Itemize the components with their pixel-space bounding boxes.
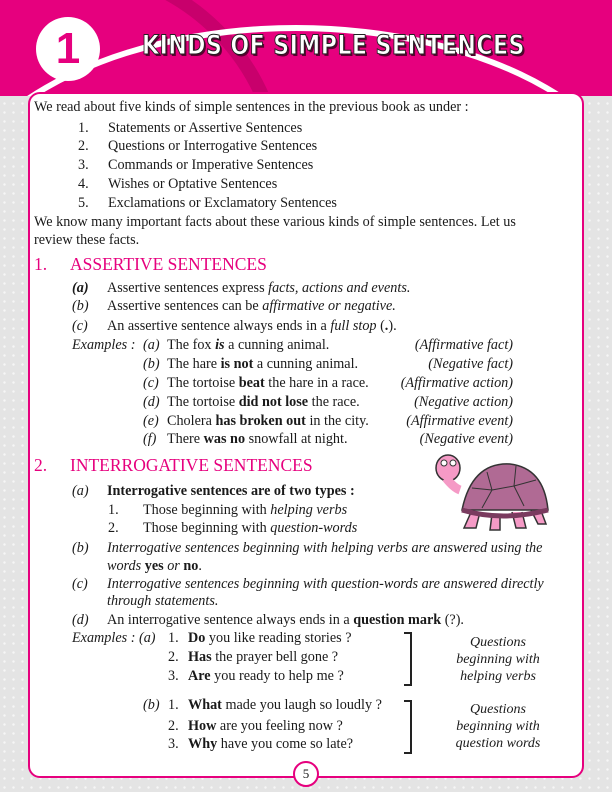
example-label: (f) (143, 431, 157, 447)
type-item: 1. Those beginning with helping verbs (108, 502, 348, 518)
text: 2. (168, 649, 179, 665)
text (188, 735, 353, 753)
text: The tortoise (167, 375, 239, 391)
text: was no (203, 431, 246, 447)
text: 3. (168, 736, 179, 752)
point-b: (b) Interrogative sentences beginning with helping verbs are answered using the (72, 540, 543, 556)
example-row (143, 430, 513, 448)
example-label: (c) (143, 375, 159, 391)
point-b: (b) Assertive sentences can be affirmative or negative. (72, 298, 396, 314)
point-a: (a) Interrogative sentences are of two types : (72, 483, 355, 499)
point-c: (c) An assertive sentence always ends in a full stop (.). (72, 318, 397, 334)
text (188, 629, 352, 647)
example-sentence (167, 393, 360, 411)
text: The tortoise (167, 394, 239, 410)
text: the race. (308, 394, 360, 410)
text: you ready to help me ? (210, 668, 344, 684)
point-c-cont: through statements. (107, 593, 219, 609)
text (188, 667, 344, 685)
chapter-number: 1 (36, 17, 100, 81)
example-type: (Affirmative event) (406, 413, 513, 429)
text: has broken out (215, 413, 306, 429)
example-row (143, 336, 513, 354)
example-type: (Affirmative action) (400, 375, 513, 391)
question-example (168, 629, 352, 647)
page-number: 5 (293, 761, 319, 787)
examples-label: Examples : (a) (72, 630, 156, 646)
text: the prayer bell gone ? (211, 649, 339, 665)
question-word: How (188, 718, 217, 734)
text: a cunning animal. (224, 337, 330, 353)
question-word: Why (188, 736, 218, 752)
text: you like reading stories ? (205, 630, 352, 646)
example-sentence (167, 412, 369, 430)
intro-text: We read about five kinds of simple sentences in the previous book as under : (34, 99, 469, 115)
text: 1. (168, 697, 179, 713)
intro-paragraph: review these facts. (34, 232, 140, 248)
point-a: (a) Assertive sentences express facts, actions and events. (72, 280, 411, 296)
turtle-illustration (432, 450, 552, 535)
bracket (404, 632, 412, 686)
example-sentence (167, 374, 369, 392)
list-item: 3. Commands or Imperative Sentences (78, 157, 314, 173)
example-type: (Negative event) (419, 431, 513, 447)
chapter-title: KINDS OF SIMPLE SENTENCES (142, 30, 525, 61)
example-label: (d) (143, 394, 160, 410)
list-item: 5. Exclamations or Exclamatory Sentences (78, 195, 337, 211)
text: made you laugh so loudly ? (221, 697, 382, 713)
text: in the city. (305, 413, 369, 429)
point-b-cont: words yes or no. (107, 558, 202, 574)
bracket (404, 700, 412, 754)
text: a cunning animal. (253, 356, 359, 372)
example-sentence (167, 430, 348, 448)
question-example (168, 696, 382, 714)
example-sentence (167, 355, 358, 373)
example-row (143, 412, 513, 430)
text: The hare (167, 356, 221, 372)
section-heading-interrogative: 2. INTERROGATIVE SENTENCES (34, 455, 313, 475)
list-item: 1. Statements or Assertive Sentences (78, 120, 303, 136)
examples-label: Examples : (72, 337, 136, 353)
text: There (167, 431, 204, 447)
text (188, 648, 338, 666)
example-label: (b) (143, 356, 160, 372)
example-row (143, 393, 513, 411)
example-label: (e) (143, 413, 159, 429)
example-label: (a) (143, 337, 160, 353)
example-type: (Negative fact) (428, 356, 513, 372)
text: The fox (167, 337, 216, 353)
question-example (168, 648, 339, 666)
text: snowfall at night. (245, 431, 348, 447)
text: are you feeling now ? (216, 718, 343, 734)
text (188, 717, 343, 735)
text: have you come so late? (217, 736, 354, 752)
text: is not (220, 356, 254, 372)
question-example (168, 735, 354, 753)
list-item: 2. Questions or Interrogative Sentences (78, 138, 318, 154)
text: is (215, 337, 225, 353)
note-helping-verbs: Questions beginning with helping verbs (456, 635, 540, 684)
intro-paragraph: We know many important facts about these various kinds of simple sentences. Let us (34, 214, 516, 230)
example-type: (Negative action) (414, 394, 513, 410)
text: the hare in a race. (264, 375, 369, 391)
text: 1. (168, 630, 179, 646)
section-heading-assertive: 1. ASSERTIVE SENTENCES (34, 254, 267, 274)
examples-label-b: (b) (143, 697, 160, 713)
question-example (168, 717, 343, 735)
question-word: Has (188, 649, 212, 665)
point-d: (d) An interrogative sentence always ends in a question mark (?). (72, 612, 464, 628)
text: 2. (168, 718, 179, 734)
text: did not lose (238, 394, 309, 410)
question-word: Do (188, 630, 206, 646)
text: 3. (168, 668, 179, 684)
example-row (143, 374, 513, 392)
question-word: What (188, 697, 222, 713)
text (188, 696, 382, 714)
text: Cholera (167, 413, 216, 429)
text: beat (238, 375, 265, 391)
note-question-words: Questions beginning with question words (455, 702, 541, 751)
chapter-header (0, 0, 612, 96)
list-item: 4. Wishes or Optative Sentences (78, 176, 278, 192)
example-type: (Affirmative fact) (414, 337, 513, 353)
question-example (168, 667, 344, 685)
type-item: 2. Those beginning with question-words (108, 520, 358, 536)
point-c: (c) Interrogative sentences beginning with question-words are answered directly (72, 576, 544, 592)
example-sentence (167, 336, 329, 354)
question-word: Are (188, 668, 211, 684)
example-row (143, 355, 513, 373)
